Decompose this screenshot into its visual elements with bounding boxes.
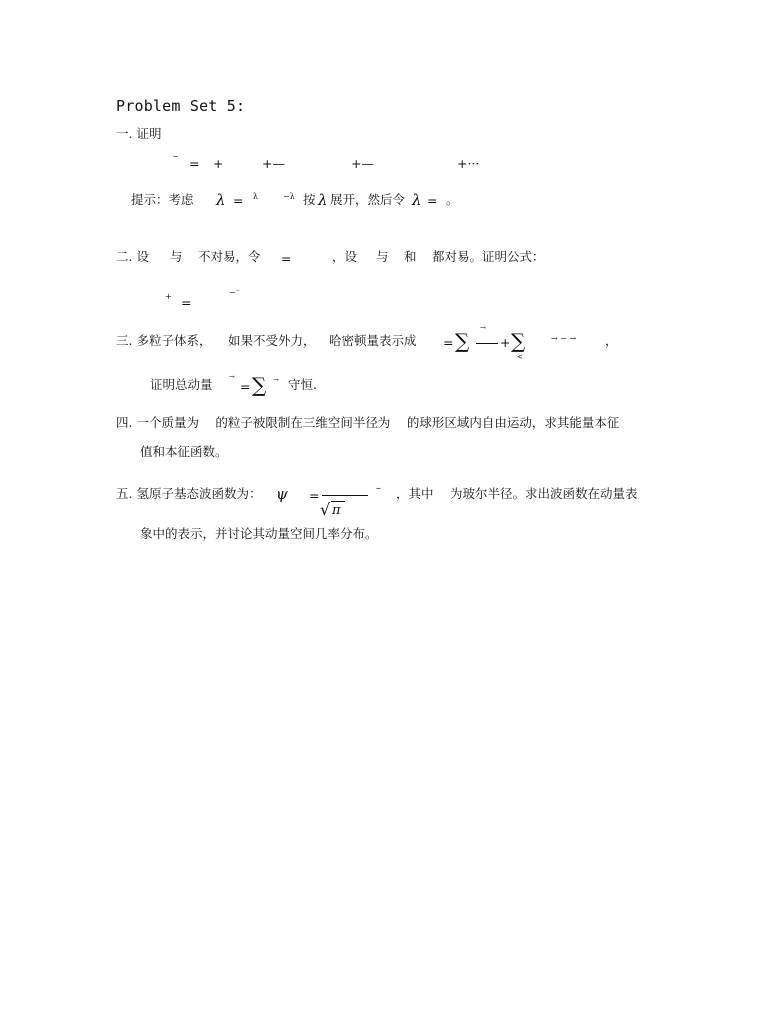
problem-3-t3: 哈密顿量表示成 xyxy=(329,333,417,348)
problem-4-line-1: 四. 一个质量为 的粒子被限制在三维空间半径为 的球形区域内自由运动，求其能量本征 xyxy=(116,415,620,430)
momentum-sum: ∑ xyxy=(252,373,267,397)
page-title: Problem Set 5: xyxy=(116,97,246,115)
problem-2-t6: 和 xyxy=(404,249,417,264)
problem-4-line-2: 值和本征函数。 xyxy=(140,444,228,459)
hint-lambda: λ xyxy=(216,191,226,209)
hint-equals: = xyxy=(233,193,244,208)
eq1-plus: + xyxy=(213,156,224,171)
momentum-arrow-2: → xyxy=(273,376,279,384)
hint-text-then: 展开，然后令 xyxy=(330,192,406,207)
hint-equals-2: = xyxy=(427,193,438,208)
hint-label: 提示：考虑 xyxy=(131,192,194,207)
problem-3-t2: 如果不受外力， xyxy=(228,333,316,348)
problem-5-t3: 为玻尔半径。求出波函数在动量表 xyxy=(450,486,638,501)
problem-5-t1: 五. 氢原子基态波函数为： xyxy=(116,486,262,501)
hamiltonian-sum-1: ∑ xyxy=(455,329,470,353)
hint-period: 。 xyxy=(446,192,459,207)
hamiltonian-plus: + xyxy=(500,335,511,350)
sqrt-pi: π xyxy=(332,503,341,518)
eq1-plus-frac-1: +— xyxy=(262,156,285,171)
formula-sup-plus: + xyxy=(165,292,172,301)
problem-2-t4: ，设 xyxy=(332,249,358,264)
hamiltonian-equals: = xyxy=(443,335,454,350)
formula-sup-right: −⁻ xyxy=(229,288,240,297)
wavefunction-sup-minus: – xyxy=(376,483,381,494)
problem-3-prove: 证明总动量 xyxy=(150,377,213,392)
wavefunction-equals: = xyxy=(309,488,320,503)
problem-5-line-2: 象中的表示，并讨论其动量空间几率分布。 xyxy=(140,526,378,541)
hint-sup-lambda: λ xyxy=(253,192,259,201)
eq1-equals: = xyxy=(189,156,200,171)
sqrt-bar xyxy=(331,501,345,502)
hamiltonian-comma: ， xyxy=(605,333,618,348)
hint-text-expand: 按 xyxy=(303,192,316,207)
hamiltonian-vec-diff: → − → xyxy=(551,334,577,343)
hamiltonian-fraction-bar xyxy=(476,343,498,344)
problem-1-label: 一. 证明 xyxy=(116,126,162,141)
hint-lambda-2: λ xyxy=(318,191,328,209)
eq1-minus-sup: – xyxy=(173,151,178,162)
momentum-arrow: → xyxy=(229,373,235,381)
problem-2-t7: 都对易。证明公式： xyxy=(432,249,545,264)
eq1-plus-dots: +··· xyxy=(457,156,480,171)
problem-2-t2: 与 xyxy=(170,249,183,264)
hint-sup-neg-lambda: −λ xyxy=(283,192,295,201)
hamiltonian-sub-lt: < xyxy=(517,353,523,361)
wavefunction-psi: ψ xyxy=(276,485,288,503)
hamiltonian-sum-2: ∑ xyxy=(511,329,526,353)
problem-3-t1: 三. 多粒子体系， xyxy=(116,333,212,348)
momentum-equals: = xyxy=(240,379,251,394)
problem-2-equals: = xyxy=(281,251,292,266)
sqrt-symbol: √ xyxy=(320,500,331,519)
formula-equals: = xyxy=(181,295,192,310)
hint-lambda-3: λ xyxy=(412,191,422,209)
wavefunction-fraction-bar xyxy=(322,495,368,496)
problem-2-t1: 二. 设 xyxy=(116,249,149,264)
eq1-plus-frac-2: +— xyxy=(351,156,374,171)
hamiltonian-arrow-top: → xyxy=(480,324,486,332)
problem-2-t3: 不对易，令 xyxy=(198,249,261,264)
problem-5-t2: ，其中 xyxy=(396,486,434,501)
problem-3-conserved: 守恒. xyxy=(288,377,317,392)
problem-2-t5: 与 xyxy=(376,249,389,264)
